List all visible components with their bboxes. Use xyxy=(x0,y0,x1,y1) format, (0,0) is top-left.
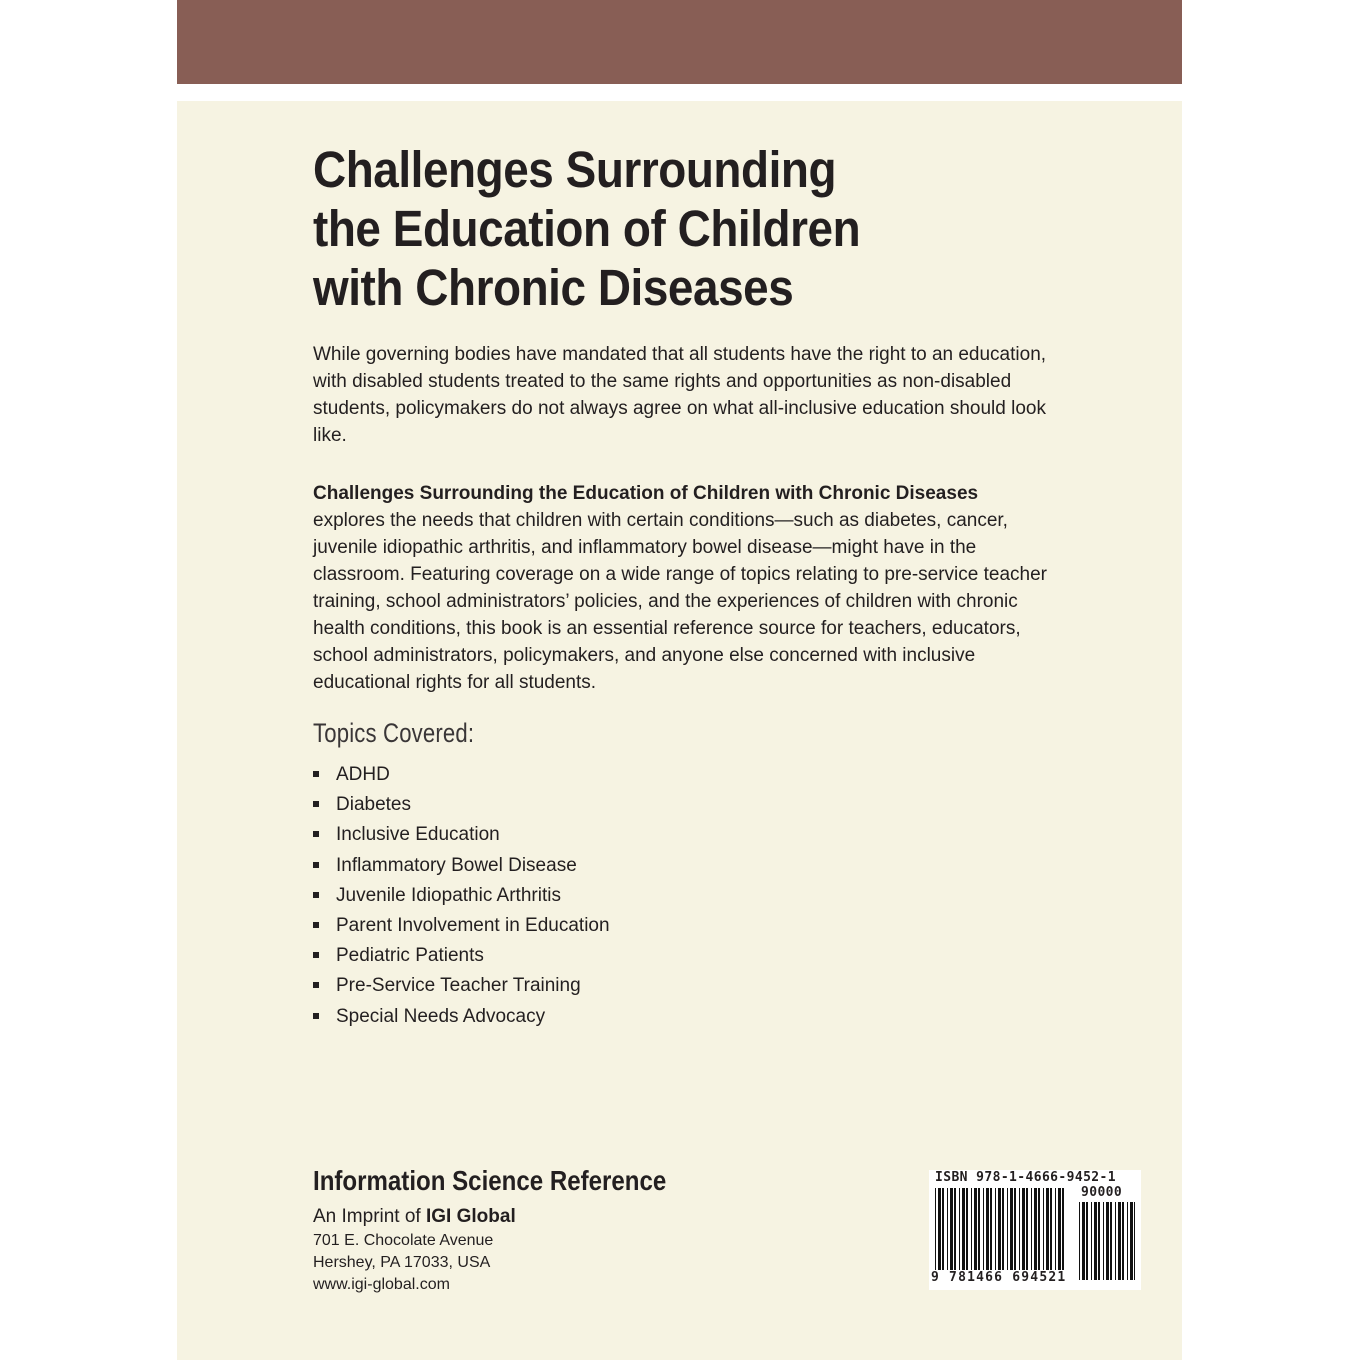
square-bullet-icon xyxy=(313,982,319,988)
barcode-digits: 9 781466 694521 xyxy=(931,1270,1067,1285)
isbn-barcode xyxy=(929,1170,1141,1290)
list-item: Juvenile Idiopathic Arthritis xyxy=(313,882,610,912)
barcode-bar xyxy=(1007,1188,1008,1270)
barcode-bar xyxy=(1118,1202,1121,1280)
barcode-bar xyxy=(1098,1202,1100,1280)
website-url: www.igi-global.com xyxy=(313,1276,450,1293)
top-color-band xyxy=(177,0,1182,84)
barcode-bar xyxy=(1046,1188,1049,1270)
title-line: the Education of Children xyxy=(313,200,861,257)
publisher-name: IGI Global xyxy=(426,1206,516,1227)
barcode-bar xyxy=(1050,1188,1052,1270)
barcode-bar xyxy=(1106,1202,1109,1280)
title-line: with Chronic Diseases xyxy=(313,259,794,316)
barcode-bar xyxy=(1055,1188,1056,1270)
barcode-addon: 90000 xyxy=(1081,1185,1123,1200)
list-item: Pre-Service Teacher Training xyxy=(313,972,610,1002)
barcode-bar xyxy=(1019,1188,1020,1270)
square-bullet-icon xyxy=(313,952,319,958)
imprint-prefix: An Imprint of xyxy=(313,1206,426,1227)
imprint-name: Information Science Reference xyxy=(313,1165,667,1196)
barcode-bar xyxy=(1038,1188,1040,1270)
description-paragraph xyxy=(313,480,1053,696)
barcode-bar xyxy=(1010,1188,1013,1270)
barcode-bar xyxy=(998,1188,1001,1270)
barcode-bar xyxy=(959,1188,960,1270)
list-item: Special Needs Advocacy xyxy=(313,1003,610,1033)
barcode-bar xyxy=(990,1188,992,1270)
barcode-bar xyxy=(1082,1202,1085,1280)
square-bullet-icon xyxy=(313,771,319,777)
barcode-bar xyxy=(1062,1188,1064,1270)
barcode-bar xyxy=(974,1188,977,1270)
barcode-bar xyxy=(1034,1188,1037,1270)
list-item: Diabetes xyxy=(313,791,610,821)
barcode-bar xyxy=(995,1188,996,1270)
barcode-bar xyxy=(1103,1202,1104,1280)
address-line: Hershey, PA 17033, USA xyxy=(313,1254,491,1271)
barcode-bar xyxy=(966,1188,968,1270)
description-book-title: Challenges Surrounding the Education of Children with Chronic Diseases xyxy=(313,483,979,504)
barcode-bar xyxy=(942,1188,944,1270)
barcode-bar xyxy=(962,1188,965,1270)
square-bullet-icon xyxy=(313,831,319,837)
barcode-bar xyxy=(1002,1188,1004,1270)
book-title xyxy=(313,140,943,317)
barcode-bar xyxy=(1110,1202,1112,1280)
barcode-bar xyxy=(1031,1188,1032,1270)
barcode-bar xyxy=(1094,1202,1097,1280)
topics-list xyxy=(313,761,610,1033)
barcode-bar xyxy=(986,1188,989,1270)
square-bullet-icon xyxy=(313,862,319,868)
barcode-bar xyxy=(983,1188,984,1270)
address-line: 701 E. Chocolate Avenue xyxy=(313,1232,494,1249)
barcode-bar xyxy=(1127,1202,1128,1280)
list-item: Parent Involvement in Education xyxy=(313,912,610,942)
title-line: Challenges Surrounding xyxy=(313,141,837,198)
barcode-bar xyxy=(954,1188,956,1270)
barcode-bar xyxy=(1022,1188,1025,1270)
square-bullet-icon xyxy=(313,922,319,928)
barcode-bar xyxy=(1130,1202,1133,1280)
list-item: Inclusive Education xyxy=(313,821,610,851)
barcode-bar xyxy=(1079,1202,1080,1280)
intro-paragraph: While governing bodies have mandated that all students have the right to an education, with disabled students treated to the same rights and opportunities as non-disabled students, policymakers do not always agree on what all-inclusive education should look like. xyxy=(313,344,1047,446)
barcode-bar xyxy=(1014,1188,1016,1270)
barcode-bar xyxy=(1091,1202,1092,1280)
barcode-bar xyxy=(1058,1188,1061,1270)
list-item: ADHD xyxy=(313,761,610,791)
topics-heading: Topics Covered: xyxy=(313,718,475,748)
barcode-bar xyxy=(950,1188,953,1270)
description-body: explores the needs that children with certain conditions—such as diabetes, cancer, juvenile idiopathic arthritis, and inflammatory bowel disease—might have in the classroom. Featuring coverage on a wide range of topics relating to pre-service teacher training, school administrators’ policies, and the experiences of children with chronic health conditions, this book is an essential reference source for teachers, educators, school administrators, policymakers, and anyone else concerned with inclusive educational rights for all students. xyxy=(313,510,1047,693)
barcode-bar xyxy=(971,1188,972,1270)
barcode-bar xyxy=(1134,1202,1135,1280)
list-item: Inflammatory Bowel Disease xyxy=(313,852,610,882)
barcode-bar xyxy=(1115,1202,1116,1280)
barcode-bar xyxy=(935,1188,936,1270)
square-bullet-icon xyxy=(313,1013,319,1019)
barcode-bar xyxy=(938,1188,941,1270)
square-bullet-icon xyxy=(313,892,319,898)
barcode-bar xyxy=(978,1188,980,1270)
isbn-label: ISBN 978-1-4666-9452-1 xyxy=(935,1170,1116,1185)
barcode-bar xyxy=(1026,1188,1028,1270)
imprint-of-line xyxy=(313,1205,516,1229)
barcode-bar xyxy=(1043,1188,1044,1270)
square-bullet-icon xyxy=(313,801,319,807)
list-item: Pediatric Patients xyxy=(313,942,610,972)
barcode-bar xyxy=(947,1188,948,1270)
barcode-bar xyxy=(1122,1202,1124,1280)
barcode-bar xyxy=(1086,1202,1088,1280)
